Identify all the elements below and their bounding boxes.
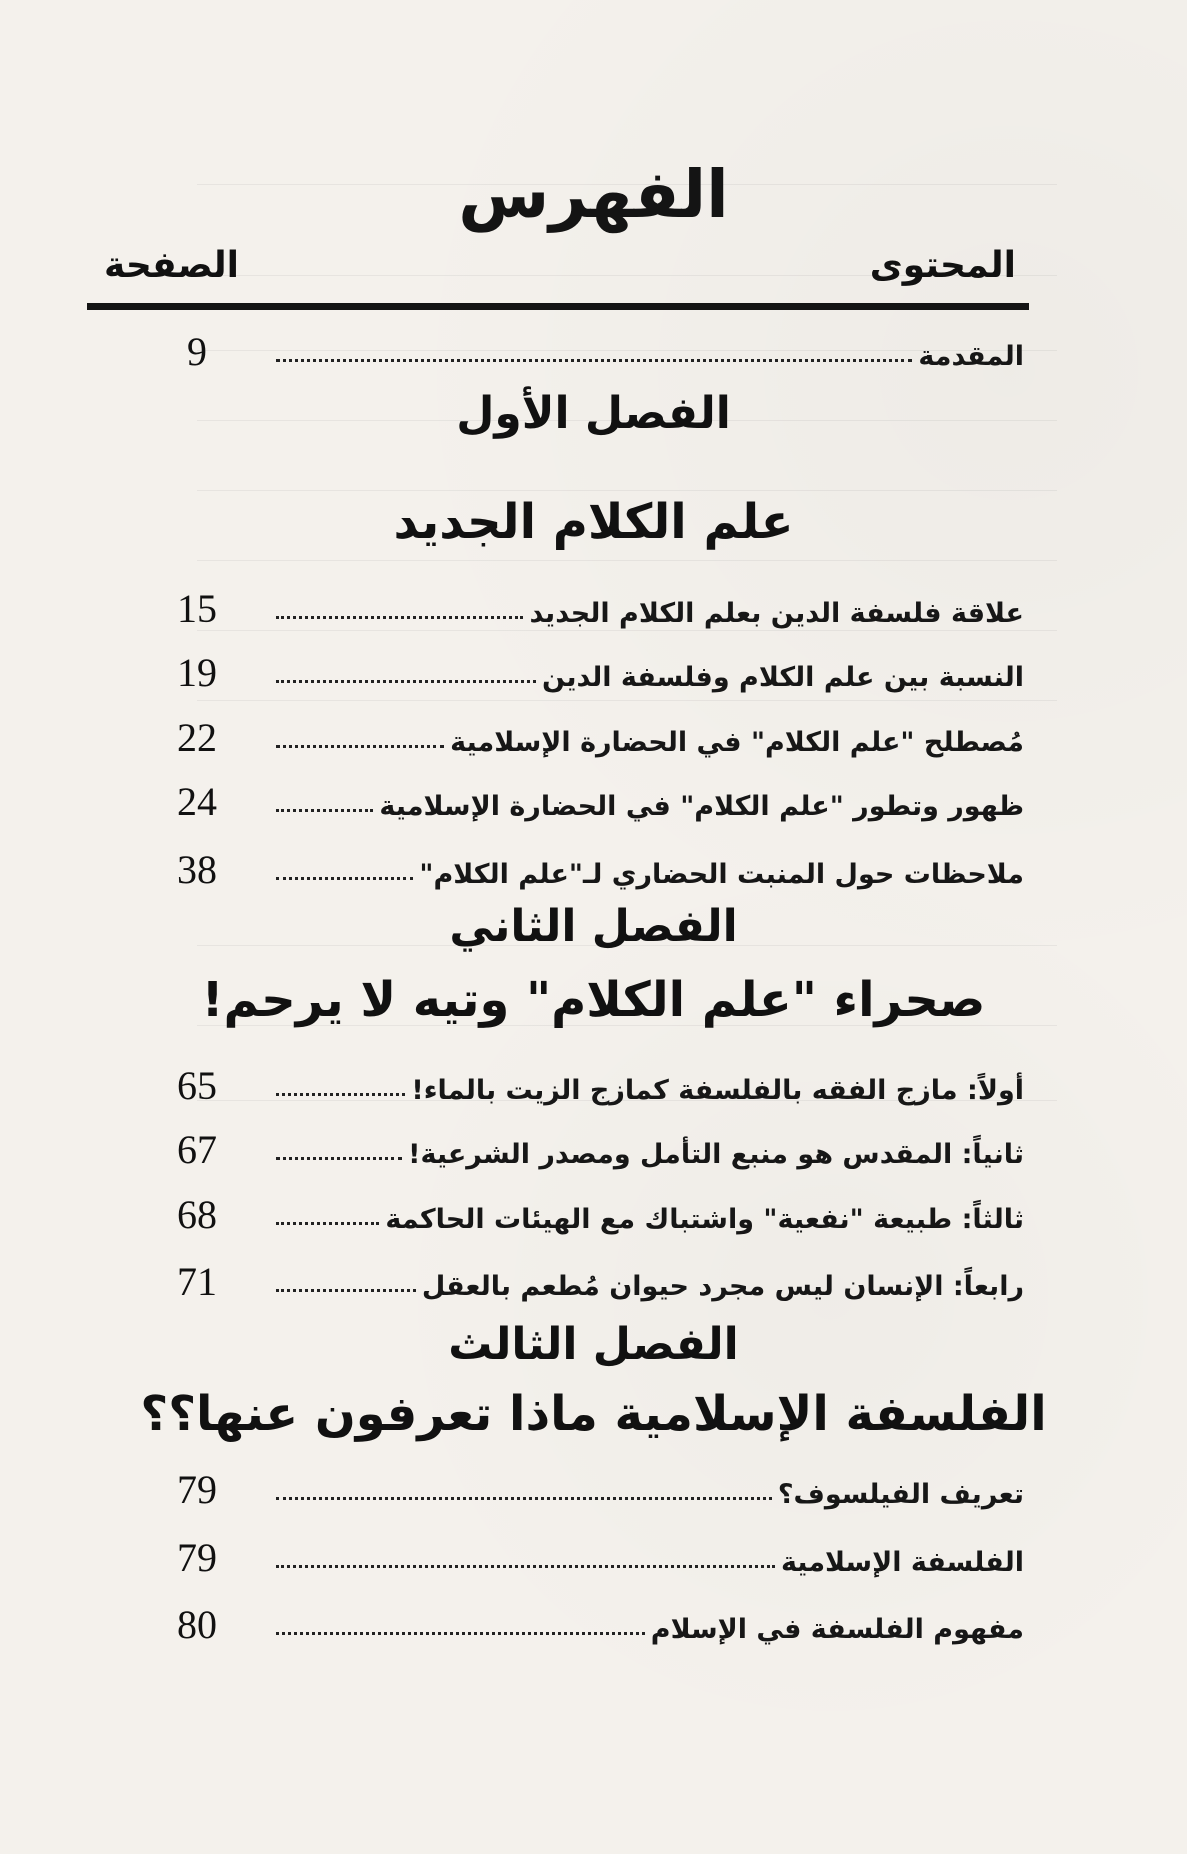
- toc-entry-page: 65: [177, 1063, 217, 1108]
- bleed-through-line: [197, 700, 1057, 701]
- bleed-through-line: [197, 630, 1057, 631]
- toc-entry-label: ثانياً: المقدس هو منبع التأمل ومصدر الشرعية!: [408, 1138, 1024, 1170]
- chapter-heading: الفصل الأول: [456, 388, 731, 439]
- toc-entry: [142, 641, 1024, 693]
- dot-leader: [276, 1157, 402, 1160]
- toc-entry: [142, 1054, 1024, 1106]
- toc-entry-page: 24: [177, 779, 217, 824]
- toc-entry-label: علاقة فلسفة الدين بعلم الكلام الجديد: [529, 597, 1024, 629]
- toc-entry-page: 68: [177, 1192, 217, 1237]
- toc-entry-page: 80: [177, 1602, 217, 1647]
- toc-entry: [142, 1458, 1024, 1510]
- toc-entry-label: ظهور وتطور "علم الكلام" في الحضارة الإسلامية: [379, 790, 1024, 822]
- toc-entry-page: 19: [177, 650, 217, 695]
- dot-leader: [276, 1289, 416, 1292]
- toc-entry: [142, 320, 1024, 372]
- toc-entry-page: 67: [177, 1127, 217, 1172]
- toc-entry-page: 15: [177, 586, 217, 631]
- toc-entry: [142, 770, 1024, 822]
- header-divider: [87, 303, 1029, 310]
- toc-entry-label: تعريف الفيلسوف؟: [777, 1478, 1024, 1510]
- toc-entry-label: ثالثاً: طبيعة "نفعية" واشتباك مع الهيئات الحاكمة: [385, 1203, 1024, 1235]
- toc-entry-page: 79: [177, 1467, 217, 1512]
- page-column-header: الصفحة: [104, 245, 240, 286]
- dot-leader: [276, 1632, 645, 1635]
- dot-leader: [276, 616, 523, 619]
- dot-leader: [276, 1222, 379, 1225]
- dot-leader: [276, 1093, 405, 1096]
- content-column-header: المحتوى: [869, 245, 1016, 286]
- toc-entry-label: النسبة بين علم الكلام وفلسفة الدين: [542, 661, 1024, 693]
- toc-entry-page: 38: [177, 847, 217, 892]
- dot-leader: [276, 1497, 772, 1500]
- toc-entry: [142, 838, 1024, 890]
- chapter-heading: الفصل الثالث: [448, 1319, 739, 1370]
- chapter-heading: الفصل الثاني: [449, 901, 738, 952]
- toc-entry-page: 9: [187, 329, 207, 374]
- toc-entry: [142, 706, 1024, 758]
- dot-leader: [276, 809, 373, 812]
- chapter-subtitle: الفلسفة الإسلامية ماذا تعرفون عنها؟؟: [140, 1386, 1047, 1442]
- toc-entry-label: رابعاً: الإنسان ليس مجرد حيوان مُطعم بالعقل: [421, 1270, 1024, 1302]
- toc-entry: [142, 1118, 1024, 1170]
- toc-entry: [142, 1593, 1024, 1645]
- dot-leader: [276, 877, 413, 880]
- toc-entry: [142, 1183, 1024, 1235]
- toc-entry: [142, 1250, 1024, 1302]
- dot-leader: [276, 680, 536, 683]
- toc-entry: [142, 1526, 1024, 1578]
- bleed-through-line: [197, 490, 1057, 491]
- toc-entry-label: المقدمة: [918, 340, 1024, 372]
- toc-entry-label: مفهوم الفلسفة في الإسلام: [650, 1613, 1024, 1645]
- toc-entry-page: 22: [177, 715, 217, 760]
- toc-entry-page: 79: [177, 1535, 217, 1580]
- toc-entry-label: ملاحظات حول المنبت الحضاري لـ"علم الكلام": [419, 858, 1024, 890]
- dot-leader: [276, 359, 912, 362]
- dot-leader: [276, 745, 444, 748]
- toc-entry: [142, 577, 1024, 629]
- dot-leader: [276, 1565, 775, 1568]
- toc-entry-label: أولاً: مازج الفقه بالفلسفة كمازج الزيت بالماء!: [411, 1074, 1024, 1106]
- toc-entry-label: الفلسفة الإسلامية: [780, 1546, 1024, 1578]
- bleed-through-line: [197, 560, 1057, 561]
- chapter-subtitle: علم الكلام الجديد: [393, 494, 794, 550]
- toc-entry-label: مُصطلح "علم الكلام" في الحضارة الإسلامية: [450, 726, 1024, 758]
- chapter-subtitle: صحراء "علم الكلام" وتيه لا يرحم!: [201, 972, 986, 1028]
- toc-entry-page: 71: [177, 1259, 217, 1304]
- page-title: الفهرس: [458, 156, 729, 233]
